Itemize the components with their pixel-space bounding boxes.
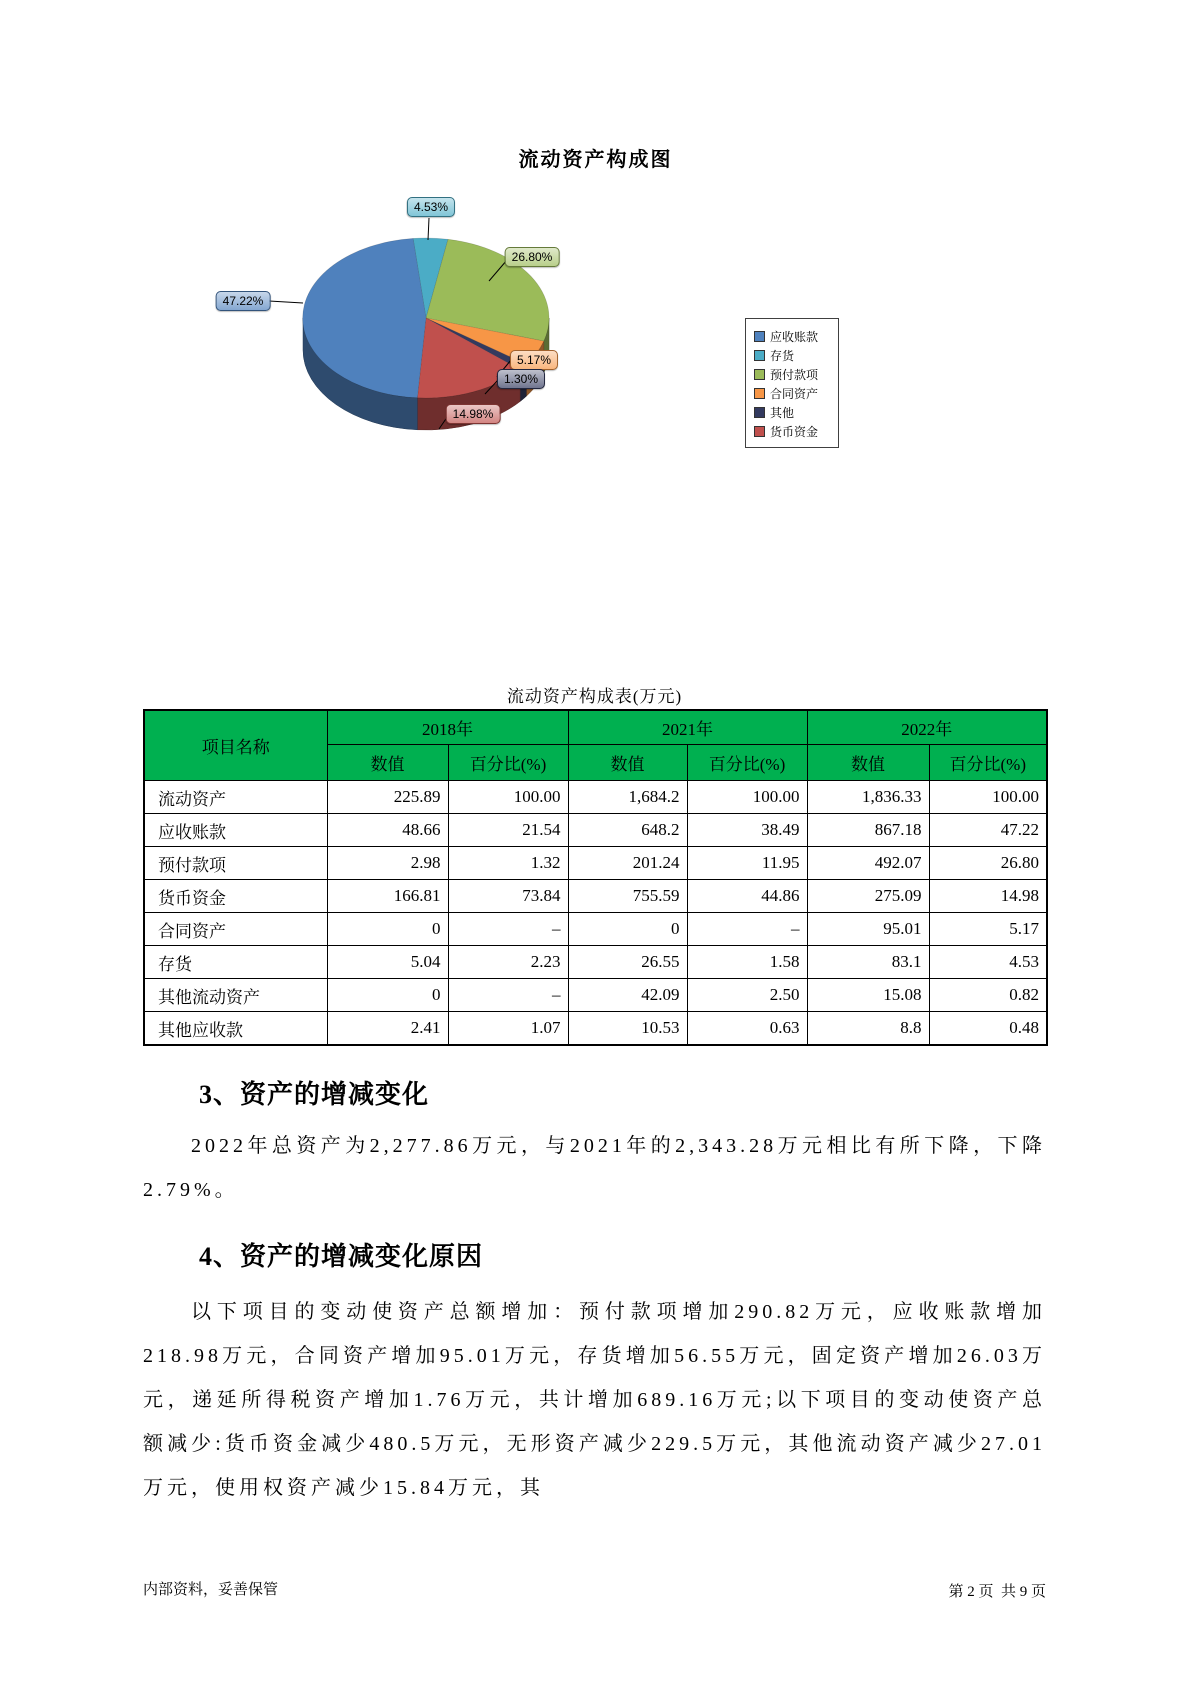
current-assets-table <box>143 709 1048 1046</box>
pie-leader-inventory <box>428 218 429 240</box>
row-name: 存货 <box>144 946 327 979</box>
row-value: 1.07 <box>448 1012 568 1046</box>
row-name: 预付款项 <box>144 847 327 880</box>
pie-chart <box>0 0 1191 560</box>
legend-label: 存货 <box>770 349 795 363</box>
row-value: 2.50 <box>687 979 807 1012</box>
table-row <box>144 946 1047 979</box>
row-value: 201.24 <box>568 847 687 880</box>
legend-item-inventory <box>754 346 831 365</box>
row-value: 2.41 <box>327 1012 448 1046</box>
row-name: 流动资产 <box>144 781 327 814</box>
row-value: 2.23 <box>448 946 568 979</box>
legend-swatch-receivables <box>754 331 765 342</box>
row-value: 38.49 <box>687 814 807 847</box>
section-3-heading: 3、资产的增减变化 <box>199 1080 430 1109</box>
section-4-heading: 4、资产的增减变化原因 <box>199 1242 484 1271</box>
table-row <box>144 913 1047 946</box>
row-value: 100.00 <box>448 781 568 814</box>
table-subheader-1-value: 数值 <box>568 745 687 781</box>
row-value: 0.82 <box>929 979 1047 1012</box>
row-value: 42.09 <box>568 979 687 1012</box>
table-subheader-0-percent: 百分比(%) <box>448 745 568 781</box>
table-row <box>144 880 1047 913</box>
legend-swatch-inventory <box>754 350 765 361</box>
chart-legend <box>745 318 839 448</box>
row-value: 44.86 <box>687 880 807 913</box>
row-value: 0 <box>327 913 448 946</box>
legend-swatch-other <box>754 407 765 418</box>
row-value: 8.8 <box>807 1012 929 1046</box>
row-value: 867.18 <box>807 814 929 847</box>
row-value: 5.17 <box>929 913 1047 946</box>
row-value: 95.01 <box>807 913 929 946</box>
table-row <box>144 847 1047 880</box>
row-value: 1,836.33 <box>807 781 929 814</box>
row-value: 0 <box>327 979 448 1012</box>
row-name: 货币资金 <box>144 880 327 913</box>
pie-chart-title: 流动资产构成图 <box>518 149 673 171</box>
table-header <box>144 710 1047 781</box>
pie-callout-inventory: 4.53% <box>407 197 455 217</box>
row-name: 其他流动资产 <box>144 979 327 1012</box>
table-year-header-2: 2022年 <box>807 710 1047 745</box>
footer-confidential-note: 内部资料，妥善保管 <box>143 1582 279 1598</box>
row-value: 492.07 <box>807 847 929 880</box>
legend-item-cash <box>754 422 831 441</box>
row-value: – <box>448 979 568 1012</box>
row-value: 83.1 <box>807 946 929 979</box>
row-value: 1.32 <box>448 847 568 880</box>
row-value: 21.54 <box>448 814 568 847</box>
row-value: 0.48 <box>929 1012 1047 1046</box>
legend-item-receivables <box>754 327 831 346</box>
row-value: 4.53 <box>929 946 1047 979</box>
pie-callout-receivables: 47.22% <box>216 291 271 311</box>
row-value: 275.09 <box>807 880 929 913</box>
legend-item-prepayments <box>754 365 831 384</box>
row-value: 2.98 <box>327 847 448 880</box>
table-year-header-0: 2018年 <box>327 710 568 745</box>
table-subheader-1-percent: 百分比(%) <box>687 745 807 781</box>
pie-callout-other: 1.30% <box>497 369 545 389</box>
section-4-paragraph: 以下项目的变动使资产总额增加：预付款项增加290.82万元，应收账款增加218.98万元，合同资产增加95.01万元，存货增加56.55万元，固定资产增加26.03万元，递延所得税资产增加1.76万元，共计增加689.16万元;以下项目的变动使资产总额减少:货币资金减少480.5万元，无形资产减少229.5万元，其他流动资产减少27.01万元，使用权资产减少15.84万元，其 <box>143 1301 1046 1499</box>
row-name: 应收账款 <box>144 814 327 847</box>
legend-swatch-cash <box>754 426 765 437</box>
table-subheader-0-value: 数值 <box>327 745 448 781</box>
row-value: 26.80 <box>929 847 1047 880</box>
row-value: – <box>687 913 807 946</box>
legend-label: 其他 <box>770 406 795 420</box>
row-value: – <box>448 913 568 946</box>
legend-label: 合同资产 <box>770 387 819 401</box>
table-corner-header: 项目名称 <box>144 710 327 781</box>
row-value: 14.98 <box>929 880 1047 913</box>
row-value: 15.08 <box>807 979 929 1012</box>
legend-item-other <box>754 403 831 422</box>
table-row <box>144 814 1047 847</box>
section-3-paragraph: 2022年总资产为2,277.86万元，与2021年的2,343.28万元相比有所下降，下降2.79%。 <box>143 1135 1046 1201</box>
row-value: 0 <box>568 913 687 946</box>
legend-swatch-prepayments <box>754 369 765 380</box>
row-value: 10.53 <box>568 1012 687 1046</box>
row-value: 48.66 <box>327 814 448 847</box>
legend-item-contract-assets <box>754 384 831 403</box>
table-subheader-2-percent: 百分比(%) <box>929 745 1047 781</box>
row-value: 100.00 <box>687 781 807 814</box>
pie-callout-cash: 14.98% <box>446 404 501 424</box>
row-value: 11.95 <box>687 847 807 880</box>
row-value: 1.58 <box>687 946 807 979</box>
row-value: 26.55 <box>568 946 687 979</box>
legend-label: 应收账款 <box>770 330 819 344</box>
table-row <box>144 1012 1047 1046</box>
table-title: 流动资产构成表(万元) <box>506 687 683 706</box>
row-value: 5.04 <box>327 946 448 979</box>
row-value: 0.63 <box>687 1012 807 1046</box>
row-value: 73.84 <box>448 880 568 913</box>
row-value: 755.59 <box>568 880 687 913</box>
row-value: 1,684.2 <box>568 781 687 814</box>
row-value: 648.2 <box>568 814 687 847</box>
table-row <box>144 781 1047 814</box>
row-name: 其他应收款 <box>144 1012 327 1046</box>
table-subheader-2-value: 数值 <box>807 745 929 781</box>
table-row <box>144 979 1047 1012</box>
row-value: 166.81 <box>327 880 448 913</box>
footer-page-number: 第 2 页 共 9 页 <box>948 1584 1046 1600</box>
row-value: 47.22 <box>929 814 1047 847</box>
row-value: 100.00 <box>929 781 1047 814</box>
row-name: 合同资产 <box>144 913 327 946</box>
table-body <box>144 781 1047 1046</box>
pie-callout-prepayments: 26.80% <box>505 247 560 267</box>
legend-swatch-contract-assets <box>754 388 765 399</box>
legend-label: 货币资金 <box>770 425 819 439</box>
legend-label: 预付款项 <box>770 368 819 382</box>
pie-callout-contract-assets: 5.17% <box>510 350 558 370</box>
table-year-header-1: 2021年 <box>568 710 807 745</box>
row-value: 225.89 <box>327 781 448 814</box>
pie-leader-receivables <box>269 301 303 303</box>
